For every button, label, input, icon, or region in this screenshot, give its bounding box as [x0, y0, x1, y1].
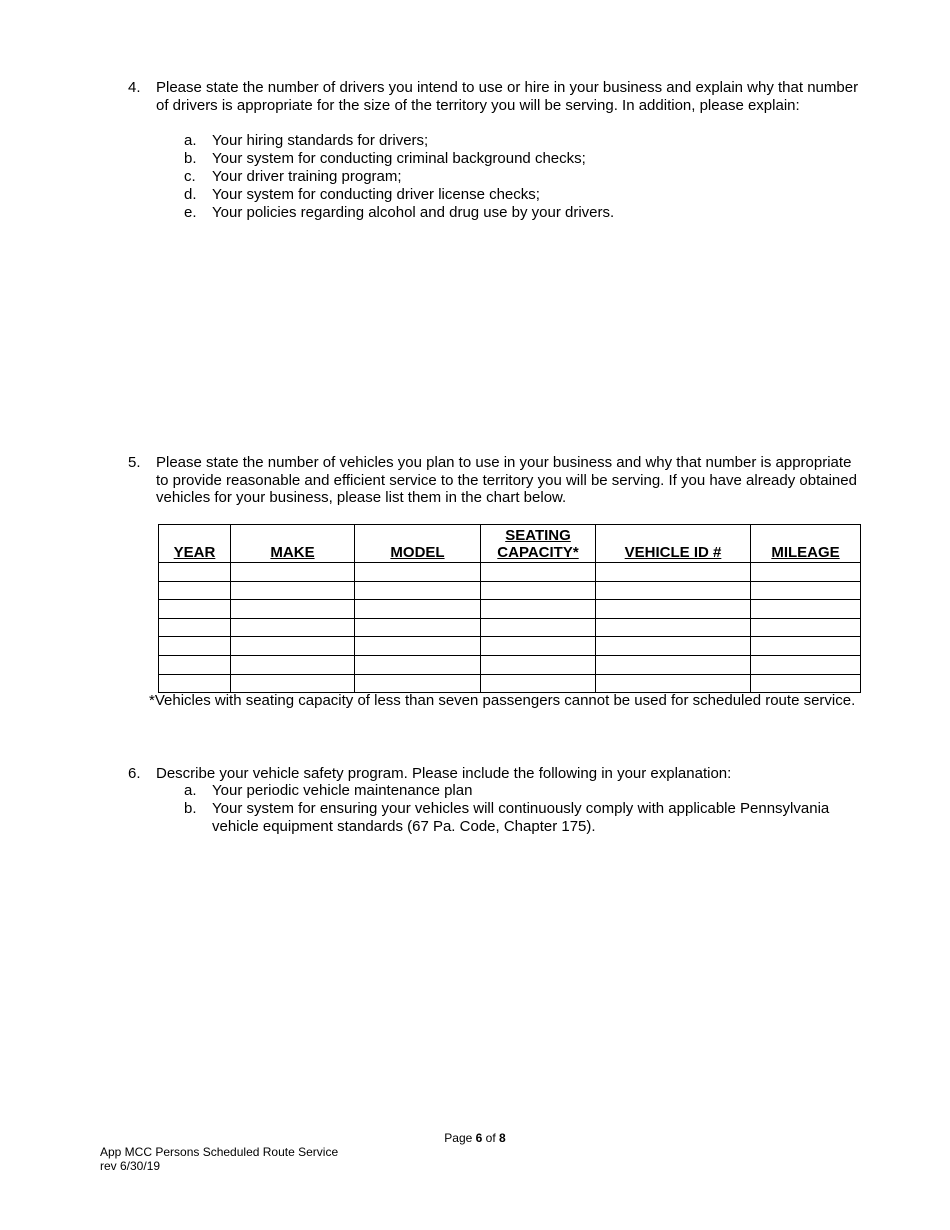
page-number — [0, 1131, 950, 1145]
cell-model[interactable] — [355, 637, 481, 656]
question-4-number: 4. — [128, 79, 141, 96]
cell-vehicle-id[interactable] — [596, 618, 751, 637]
cell-model[interactable] — [355, 600, 481, 619]
cell-seating-capacity[interactable] — [481, 600, 596, 619]
cell-seating-capacity[interactable] — [481, 618, 596, 637]
item-text: Your system for conducting driver license checks; — [212, 186, 540, 203]
question-5-text: Please state the number of vehicles you plan to use in your business and why that number is appropriate to provide reasonable and efficient service to the territory you will be serving. If you have already obtained vehicles for your business, please list them in the chart below. — [156, 454, 857, 507]
cell-year[interactable] — [159, 600, 231, 619]
cell-seating-capacity[interactable] — [481, 581, 596, 600]
cell-vehicle-id[interactable] — [596, 581, 751, 600]
cell-mileage[interactable] — [751, 674, 861, 693]
table-row — [159, 563, 861, 582]
cell-mileage[interactable] — [751, 563, 861, 582]
cell-model[interactable] — [355, 581, 481, 600]
cell-year[interactable] — [159, 618, 231, 637]
question-4-item-a — [184, 132, 884, 150]
question-6-text: Describe your vehicle safety program. Please include the following in your explanation: — [156, 765, 732, 782]
item-letter: b. — [184, 150, 197, 167]
cell-make[interactable] — [231, 618, 355, 637]
cell-year[interactable] — [159, 655, 231, 674]
page-total: 8 — [499, 1131, 506, 1145]
cell-mileage[interactable] — [751, 655, 861, 674]
table-row — [159, 637, 861, 656]
cell-make[interactable] — [231, 655, 355, 674]
cell-vehicle-id[interactable] — [596, 655, 751, 674]
question-6-number: 6. — [128, 765, 141, 782]
cell-mileage[interactable] — [751, 581, 861, 600]
item-letter: b. — [184, 800, 197, 817]
cell-model[interactable] — [355, 618, 481, 637]
item-text: Your hiring standards for drivers; — [212, 132, 429, 149]
cell-model[interactable] — [355, 563, 481, 582]
cell-model[interactable] — [355, 674, 481, 693]
header-model: MODEL — [355, 525, 481, 563]
form-revision: rev 6/30/19 — [100, 1159, 161, 1173]
cell-year[interactable] — [159, 637, 231, 656]
question-4-text: Please state the number of drivers you intend to use or hire in your business and explain why that number of drivers is appropriate for the size of the territory you will be serving. In addition, please explain: — [156, 79, 859, 114]
page-prefix: Page — [444, 1131, 476, 1145]
page-of: of — [482, 1131, 500, 1145]
cell-vehicle-id[interactable] — [596, 674, 751, 693]
cell-seating-capacity[interactable] — [481, 674, 596, 693]
form-name: App MCC Persons Scheduled Route Service — [100, 1145, 339, 1159]
cell-year[interactable] — [159, 563, 231, 582]
question-5-number: 5. — [128, 454, 141, 471]
cell-make[interactable] — [231, 600, 355, 619]
cell-year[interactable] — [159, 581, 231, 600]
question-6-item-a — [184, 782, 884, 800]
table-row — [159, 674, 861, 693]
cell-vehicle-id[interactable] — [596, 637, 751, 656]
cell-make[interactable] — [231, 637, 355, 656]
cell-seating-capacity[interactable] — [481, 637, 596, 656]
cell-make[interactable] — [231, 674, 355, 693]
header-mileage: MILEAGE — [751, 525, 861, 563]
item-letter: c. — [184, 168, 196, 185]
item-text: Your system for ensuring your vehicles will continuously comply with applicable Pennsylvania vehicle equipment standards (67 Pa. Code, Chapter 175). — [212, 800, 830, 835]
question-4-item-b — [184, 150, 884, 168]
cell-mileage[interactable] — [751, 600, 861, 619]
item-letter: e. — [184, 204, 197, 221]
header-seating-capacity — [481, 525, 596, 563]
cell-vehicle-id[interactable] — [596, 600, 751, 619]
item-letter: d. — [184, 186, 197, 203]
cell-year[interactable] — [159, 674, 231, 693]
header-make: MAKE — [231, 525, 355, 563]
table-header-row — [159, 525, 861, 563]
table-row — [159, 600, 861, 619]
item-text: Your periodic vehicle maintenance plan — [212, 782, 473, 799]
question-4-item-d — [184, 186, 884, 204]
question-6-item-b — [184, 800, 884, 836]
item-text: Your driver training program; — [212, 168, 402, 185]
cell-mileage[interactable] — [751, 637, 861, 656]
header-seating-line1: SEATING — [505, 527, 571, 544]
seating-capacity-footnote: *Vehicles with seating capacity of less than seven passengers cannot be used for scheduled route service. — [149, 692, 856, 709]
cell-seating-capacity[interactable] — [481, 655, 596, 674]
cell-model[interactable] — [355, 655, 481, 674]
vehicle-table — [158, 524, 861, 693]
cell-seating-capacity[interactable] — [481, 563, 596, 582]
question-4-item-c — [184, 168, 884, 186]
item-letter: a. — [184, 132, 197, 149]
item-text: Your policies regarding alcohol and drug use by your drivers. — [212, 204, 615, 221]
item-text: Your system for conducting criminal background checks; — [212, 150, 586, 167]
cell-make[interactable] — [231, 563, 355, 582]
table-row — [159, 618, 861, 637]
question-4-item-e — [184, 204, 884, 222]
header-year: YEAR — [159, 525, 231, 563]
table-row — [159, 581, 861, 600]
cell-make[interactable] — [231, 581, 355, 600]
cell-vehicle-id[interactable] — [596, 563, 751, 582]
table-row — [159, 655, 861, 674]
header-seating-line2: CAPACITY* — [497, 544, 579, 561]
header-vehicle-id: VEHICLE ID # — [596, 525, 751, 563]
page-current: 6 — [475, 1131, 483, 1145]
item-letter: a. — [184, 782, 197, 799]
cell-mileage[interactable] — [751, 618, 861, 637]
